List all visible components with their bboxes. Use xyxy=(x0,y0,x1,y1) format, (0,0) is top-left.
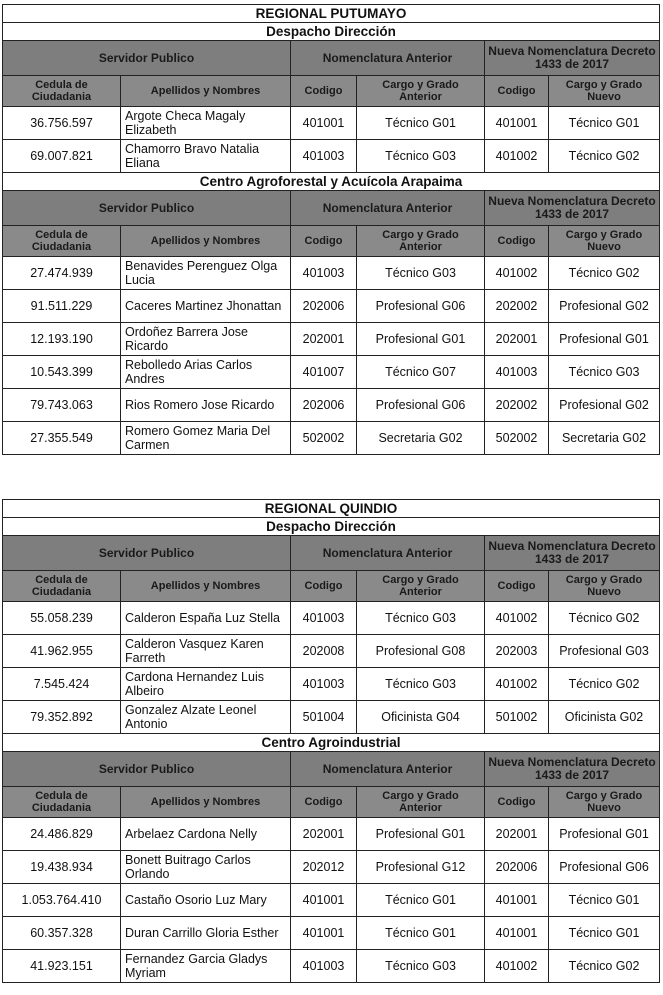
header-codigo: Codigo xyxy=(291,76,357,107)
header-servidor-publico: Servidor Publico xyxy=(3,191,291,226)
header-nueva-nomenclatura: Nueva Nomenclatura Decreto 1433 de 2017 xyxy=(485,752,660,787)
name-cell: Fernandez Garcia Gladys Myriam xyxy=(121,950,291,983)
codigo-nuevo-cell: 401002 xyxy=(485,950,549,983)
cargo-anterior-cell: Técnico G03 xyxy=(357,668,485,701)
codigo-anterior-cell: 202001 xyxy=(291,323,357,356)
codigo-anterior-cell: 401007 xyxy=(291,356,357,389)
cargo-nuevo-cell: Técnico G02 xyxy=(549,602,660,635)
cargo-anterior-cell: Profesional G01 xyxy=(357,323,485,356)
header-nueva-nomenclatura: Nueva Nomenclatura Decreto 1433 de 2017 xyxy=(485,536,660,571)
name-cell: Calderon Vasquez Karen Farreth xyxy=(121,635,291,668)
cargo-nuevo-cell: Técnico G01 xyxy=(549,917,660,950)
cedula-cell: 55.058.239 xyxy=(3,602,121,635)
cedula-cell: 79.743.063 xyxy=(3,389,121,422)
cargo-nuevo-cell: Técnico G02 xyxy=(549,668,660,701)
cedula-cell: 60.357.328 xyxy=(3,917,121,950)
table-row xyxy=(3,323,660,356)
cargo-anterior-cell: Técnico G03 xyxy=(357,602,485,635)
header-cargo-anterior: Cargo y Grado Anterior xyxy=(357,226,485,257)
header-nueva-nomenclatura: Nueva Nomenclatura Decreto 1433 de 2017 xyxy=(485,191,660,226)
cargo-anterior-cell: Profesional G01 xyxy=(357,818,485,851)
name-cell: Rios Romero Jose Ricardo xyxy=(121,389,291,422)
codigo-anterior-cell: 202012 xyxy=(291,851,357,884)
cedula-cell: 1.053.764.410 xyxy=(3,884,121,917)
header-cargo-anterior: Cargo y Grado Anterior xyxy=(357,76,485,107)
table xyxy=(2,4,660,455)
codigo-nuevo-cell: 401002 xyxy=(485,140,549,173)
codigo-anterior-cell: 202006 xyxy=(291,290,357,323)
name-cell: Ordoñez Barrera Jose Ricardo xyxy=(121,323,291,356)
codigo-nuevo-cell: 202002 xyxy=(485,389,549,422)
header-cargo-anterior: Cargo y Grado Anterior xyxy=(357,571,485,602)
name-cell: Calderon España Luz Stella xyxy=(121,602,291,635)
name-cell: Arbelaez Cardona Nelly xyxy=(121,818,291,851)
name-cell: Benavides Perenguez Olga Lucia xyxy=(121,257,291,290)
codigo-anterior-cell: 401001 xyxy=(291,884,357,917)
codigo-nuevo-cell: 202001 xyxy=(485,323,549,356)
name-cell: Duran Carrillo Gloria Esther xyxy=(121,917,291,950)
cargo-anterior-cell: Técnico G01 xyxy=(357,107,485,140)
header-nomenclatura-anterior: Nomenclatura Anterior xyxy=(291,41,485,76)
header-codigo: Codigo xyxy=(291,571,357,602)
region-title: REGIONAL PUTUMAYO xyxy=(3,5,660,23)
table-row xyxy=(3,884,660,917)
codigo-anterior-cell: 501004 xyxy=(291,701,357,734)
table-row xyxy=(3,602,660,635)
cargo-anterior-cell: Técnico G03 xyxy=(357,257,485,290)
table-row xyxy=(3,668,660,701)
header-apellidos: Apellidos y Nombres xyxy=(121,571,291,602)
codigo-anterior-cell: 401003 xyxy=(291,140,357,173)
header-cargo-nuevo: Cargo y Grado Nuevo xyxy=(549,76,660,107)
header-nomenclatura-anterior: Nomenclatura Anterior xyxy=(291,536,485,571)
header-apellidos: Apellidos y Nombres xyxy=(121,226,291,257)
cargo-nuevo-cell: Profesional G03 xyxy=(549,635,660,668)
cargo-anterior-cell: Técnico G01 xyxy=(357,884,485,917)
header-apellidos: Apellidos y Nombres xyxy=(121,787,291,818)
cargo-anterior-cell: Secretaria G02 xyxy=(357,422,485,455)
codigo-nuevo-cell: 401003 xyxy=(485,356,549,389)
header-nueva-nomenclatura: Nueva Nomenclatura Decreto 1433 de 2017 xyxy=(485,41,660,76)
codigo-anterior-cell: 401003 xyxy=(291,602,357,635)
header-nomenclatura-anterior: Nomenclatura Anterior xyxy=(291,752,485,787)
cedula-cell: 41.923.151 xyxy=(3,950,121,983)
cargo-nuevo-cell: Técnico G01 xyxy=(549,884,660,917)
cedula-cell: 12.193.190 xyxy=(3,323,121,356)
section-title: Despacho Dirección xyxy=(3,23,660,41)
table-row xyxy=(3,140,660,173)
table-row xyxy=(3,389,660,422)
cedula-cell: 69.007.821 xyxy=(3,140,121,173)
cargo-anterior-cell: Oficinista G04 xyxy=(357,701,485,734)
codigo-nuevo-cell: 202003 xyxy=(485,635,549,668)
header-cargo-nuevo: Cargo y Grado Nuevo xyxy=(549,787,660,818)
cedula-cell: 10.543.399 xyxy=(3,356,121,389)
cargo-nuevo-cell: Técnico G01 xyxy=(549,107,660,140)
region-title: REGIONAL QUINDIO xyxy=(3,500,660,518)
cargo-anterior-cell: Profesional G08 xyxy=(357,635,485,668)
table-row xyxy=(3,851,660,884)
table-row xyxy=(3,950,660,983)
cedula-cell: 91.511.229 xyxy=(3,290,121,323)
codigo-anterior-cell: 401003 xyxy=(291,668,357,701)
cedula-cell: 19.438.934 xyxy=(3,851,121,884)
name-cell: Castaño Osorio Luz Mary xyxy=(121,884,291,917)
codigo-nuevo-cell: 401001 xyxy=(485,107,549,140)
codigo-anterior-cell: 202001 xyxy=(291,818,357,851)
header-codigo-nuevo: Codigo xyxy=(485,226,549,257)
header-cargo-nuevo: Cargo y Grado Nuevo xyxy=(549,571,660,602)
name-cell: Gonzalez Alzate Leonel Antonio xyxy=(121,701,291,734)
cargo-nuevo-cell: Secretaria G02 xyxy=(549,422,660,455)
cargo-anterior-cell: Técnico G03 xyxy=(357,950,485,983)
cedula-cell: 41.962.955 xyxy=(3,635,121,668)
section-title: Centro Agroforestal y Acuícola Arapaima xyxy=(3,173,660,191)
codigo-nuevo-cell: 202001 xyxy=(485,818,549,851)
table-row xyxy=(3,257,660,290)
table-row xyxy=(3,107,660,140)
codigo-anterior-cell: 401001 xyxy=(291,917,357,950)
table-row xyxy=(3,818,660,851)
header-cedula: Cedula de Ciudadania xyxy=(3,787,121,818)
name-cell: Bonett Buitrago Carlos Orlando xyxy=(121,851,291,884)
regional-quindio-table xyxy=(2,499,659,983)
cedula-cell: 36.756.597 xyxy=(3,107,121,140)
header-servidor-publico: Servidor Publico xyxy=(3,41,291,76)
header-nomenclatura-anterior: Nomenclatura Anterior xyxy=(291,191,485,226)
cargo-nuevo-cell: Profesional G02 xyxy=(549,389,660,422)
cargo-nuevo-cell: Técnico G02 xyxy=(549,140,660,173)
header-apellidos: Apellidos y Nombres xyxy=(121,76,291,107)
section-title: Centro Agroindustrial xyxy=(3,734,660,752)
name-cell: Rebolledo Arias Carlos Andres xyxy=(121,356,291,389)
codigo-nuevo-cell: 401001 xyxy=(485,917,549,950)
cargo-anterior-cell: Técnico G01 xyxy=(357,917,485,950)
codigo-anterior-cell: 401001 xyxy=(291,107,357,140)
codigo-nuevo-cell: 401002 xyxy=(485,602,549,635)
codigo-nuevo-cell: 401002 xyxy=(485,668,549,701)
cargo-nuevo-cell: Profesional G06 xyxy=(549,851,660,884)
cargo-nuevo-cell: Técnico G03 xyxy=(549,356,660,389)
cargo-nuevo-cell: Oficinista G02 xyxy=(549,701,660,734)
header-cargo-nuevo: Cargo y Grado Nuevo xyxy=(549,226,660,257)
name-cell: Caceres Martinez Jhonattan xyxy=(121,290,291,323)
cedula-cell: 24.486.829 xyxy=(3,818,121,851)
codigo-nuevo-cell: 202006 xyxy=(485,851,549,884)
cedula-cell: 27.355.549 xyxy=(3,422,121,455)
regional-putumayo-table xyxy=(2,4,659,455)
header-codigo-nuevo: Codigo xyxy=(485,787,549,818)
table-row xyxy=(3,290,660,323)
cargo-anterior-cell: Profesional G06 xyxy=(357,290,485,323)
cedula-cell: 7.545.424 xyxy=(3,668,121,701)
cargo-nuevo-cell: Profesional G02 xyxy=(549,290,660,323)
cargo-anterior-cell: Técnico G07 xyxy=(357,356,485,389)
codigo-nuevo-cell: 401001 xyxy=(485,884,549,917)
codigo-anterior-cell: 202008 xyxy=(291,635,357,668)
name-cell: Chamorro Bravo Natalia Eliana xyxy=(121,140,291,173)
codigo-nuevo-cell: 401002 xyxy=(485,257,549,290)
section-title: Despacho Dirección xyxy=(3,518,660,536)
codigo-nuevo-cell: 502002 xyxy=(485,422,549,455)
name-cell: Cardona Hernandez Luis Albeiro xyxy=(121,668,291,701)
header-cargo-anterior: Cargo y Grado Anterior xyxy=(357,787,485,818)
table-row xyxy=(3,701,660,734)
cargo-anterior-cell: Técnico G03 xyxy=(357,140,485,173)
table-row xyxy=(3,917,660,950)
header-servidor-publico: Servidor Publico xyxy=(3,752,291,787)
cedula-cell: 79.352.892 xyxy=(3,701,121,734)
cargo-nuevo-cell: Técnico G02 xyxy=(549,950,660,983)
header-codigo: Codigo xyxy=(291,226,357,257)
name-cell: Romero Gomez Maria Del Carmen xyxy=(121,422,291,455)
table-row xyxy=(3,422,660,455)
table-row xyxy=(3,356,660,389)
codigo-anterior-cell: 502002 xyxy=(291,422,357,455)
codigo-anterior-cell: 401003 xyxy=(291,950,357,983)
header-cedula: Cedula de Ciudadania xyxy=(3,571,121,602)
cedula-cell: 27.474.939 xyxy=(3,257,121,290)
cargo-nuevo-cell: Profesional G01 xyxy=(549,323,660,356)
table xyxy=(2,499,660,983)
header-servidor-publico: Servidor Publico xyxy=(3,536,291,571)
header-codigo-nuevo: Codigo xyxy=(485,571,549,602)
table-row xyxy=(3,635,660,668)
codigo-nuevo-cell: 501002 xyxy=(485,701,549,734)
header-cedula: Cedula de Ciudadania xyxy=(3,226,121,257)
cargo-anterior-cell: Profesional G06 xyxy=(357,389,485,422)
codigo-nuevo-cell: 202002 xyxy=(485,290,549,323)
cargo-nuevo-cell: Profesional G01 xyxy=(549,818,660,851)
cargo-anterior-cell: Profesional G12 xyxy=(357,851,485,884)
name-cell: Argote Checa Magaly Elizabeth xyxy=(121,107,291,140)
header-codigo-nuevo: Codigo xyxy=(485,76,549,107)
codigo-anterior-cell: 401003 xyxy=(291,257,357,290)
header-cedula: Cedula de Ciudadania xyxy=(3,76,121,107)
cargo-nuevo-cell: Técnico G02 xyxy=(549,257,660,290)
codigo-anterior-cell: 202006 xyxy=(291,389,357,422)
header-codigo: Codigo xyxy=(291,787,357,818)
